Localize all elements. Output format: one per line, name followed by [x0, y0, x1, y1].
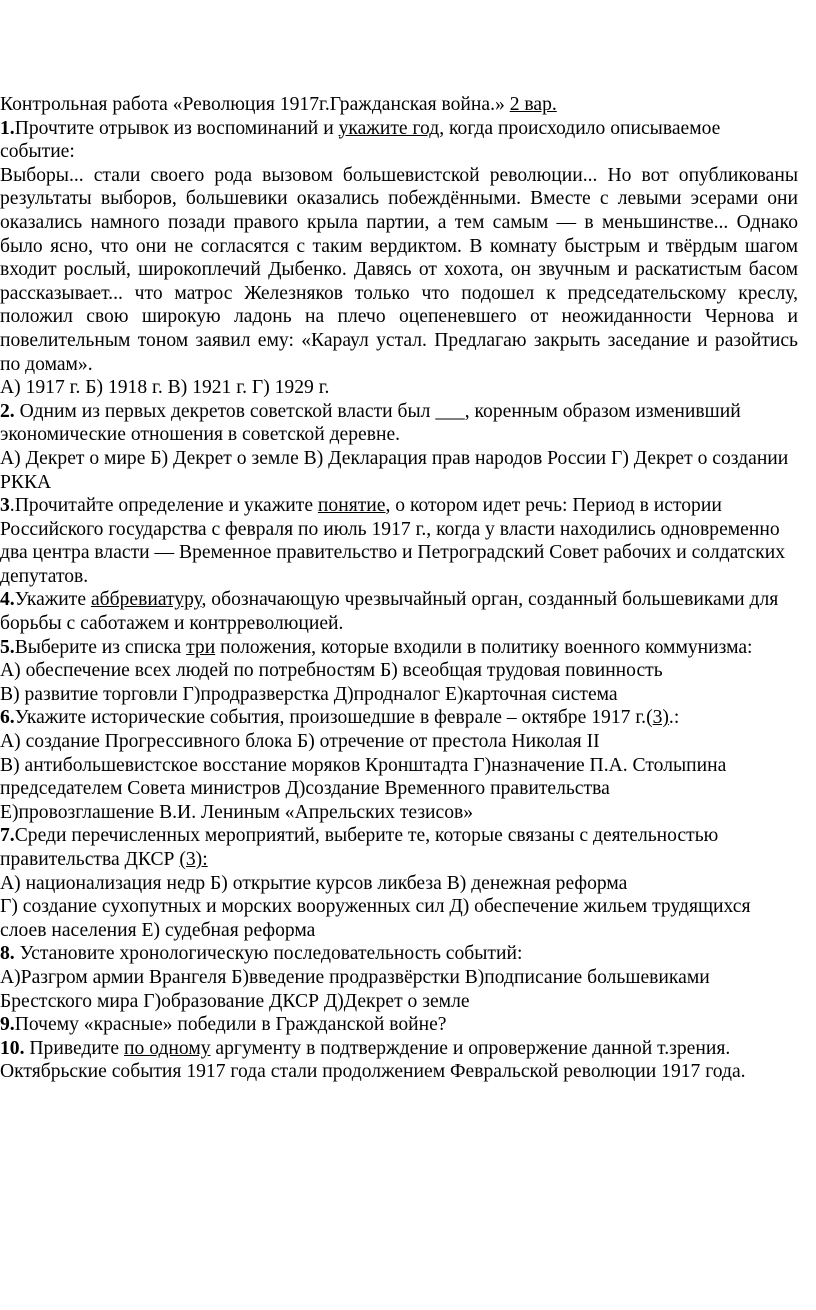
question-7-options-line-1: А) национализация недр Б) открытие курсов ликбеза В) денежная реформа	[0, 872, 628, 894]
question-number: 10.	[0, 1037, 25, 1059]
question-6-options-line-1: А) создание Прогрессивного блока Б) отречение от престола Николая II	[0, 731, 600, 753]
question-8-options: А)Разгром армии Врангеля Б)введение продразвёрстки В)подписание большевиками Брестского мира Г)образование ДКСР Д)Декрет о земле	[0, 966, 710, 1012]
question-number: 6.	[0, 707, 15, 729]
question-7: 7.Среди перечисленных мероприятий, выберите те, которые связаны с деятельностью правительства ДКСР (3):	[0, 825, 719, 870]
question-1-options: А) 1917 г. Б) 1918 г. В) 1921 г. Г) 1929 г.	[0, 377, 330, 399]
question-10: 10. Приведите по одному аргументу в подтверждение и опровержение данной т.зрения.	[0, 1037, 731, 1059]
question-number: 7.	[0, 825, 15, 847]
question-9: 9.Почему «красные» победили в Гражданской войне?	[0, 1014, 447, 1036]
question-number: 3	[0, 495, 10, 517]
document-title: Контрольная работа «Революция 1917г.Гражданская война.» 2 вар.	[0, 94, 557, 115]
question-2-options: А) Декрет о мире Б) Декрет о земле В) Декларация прав народов России Г) Декрет о создании РККА	[0, 447, 789, 493]
question-1: 1.Прочтите отрывок из воспоминаний и укажите год, когда происходило описываемое событие:	[0, 117, 721, 163]
question-5-options-line-2: В) развитие торговли Г)продразверстка Д)продналог Е)карточная система	[0, 683, 618, 705]
question-3: 3.Прочитайте определение и укажите понятие, о котором идет речь: Период в истории Российского государства с февраля по июль 1917 г., когда у власти находились одновременно два центра власти — Временное правительство и Петроградский Совет рабочих и солдатских депутатов.	[0, 495, 786, 587]
question-number: 1.	[0, 117, 15, 139]
question-2: 2. Одним из первых декретов советской власти был ___, коренным образом изменивший экономические отношения в советской деревне.	[0, 400, 741, 446]
question-6-options-line-3: Е)провозглашение В.И. Лениным «Апрельских тезисов»	[0, 801, 474, 823]
question-number: 5.	[0, 636, 15, 658]
question-1-passage: Выборы... стали своего рода вызовом большевистской революции... Но вот опубликованы результаты выборов, большевики оказались побеждёнными. Вместе с левыми эсерами они оказались намного позади правого крыла партии, а тем самым — в меньшинстве... Однако было ясно, что они не согласятся с таким вердиктом. В комнату быстрым и твёрдым шагом входит рослый, широкоплечий Дыбенко. Давясь от хохота, он звучным и раскатистым басом рассказывает... что матрос Железняков только что подошел к председательскому креслу, положил свою широкую ладонь на плечо оцепеневшего от неожиданности Чернова и повелительным тоном заявил ему: «Караул устал. Предлагаю закрыть заседание и разойтись по домам».	[0, 164, 798, 375]
question-8: 8. Установите хронологическую последовательность событий:	[0, 943, 523, 965]
question-number: 4.	[0, 589, 15, 611]
question-6-options-line-2: В) антибольшевистское восстание моряков Кронштадта Г)назначение П.А. Столыпина председателем Совета министров Д)создание Временного правительства	[0, 754, 727, 800]
question-5: 5.Выберите из списка три положения, которые входили в политику военного коммунизма:	[0, 636, 753, 658]
question-number: 2.	[0, 400, 15, 422]
question-5-options-line-1: А) обеспечение всех людей по потребностям Б) всеобщая трудовая повинность	[0, 660, 663, 682]
question-7-options-line-2: Г) создание сухопутных и морских вооруженных сил Д) обеспечение жильем трудящихся слоев населения Е) судебная реформа	[0, 896, 751, 941]
question-number: 9.	[0, 1014, 15, 1036]
question-4: 4.Укажите аббревиатуру, обозначающую чрезвычайный орган, созданный большевиками для борьбы с саботажем и контрреволюцией.	[0, 589, 779, 635]
variant-label: 2 вар.	[509, 94, 557, 115]
document-page	[0, 93, 816, 1084]
question-10-statement: Октябрьские события 1917 года стали продолжением Февральской революции 1917 года.	[0, 1061, 746, 1083]
question-6: 6.Укажите исторические события, произошедшие в феврале – октябре 1917 г.(3).:	[0, 707, 680, 729]
question-number: 8.	[0, 943, 15, 965]
